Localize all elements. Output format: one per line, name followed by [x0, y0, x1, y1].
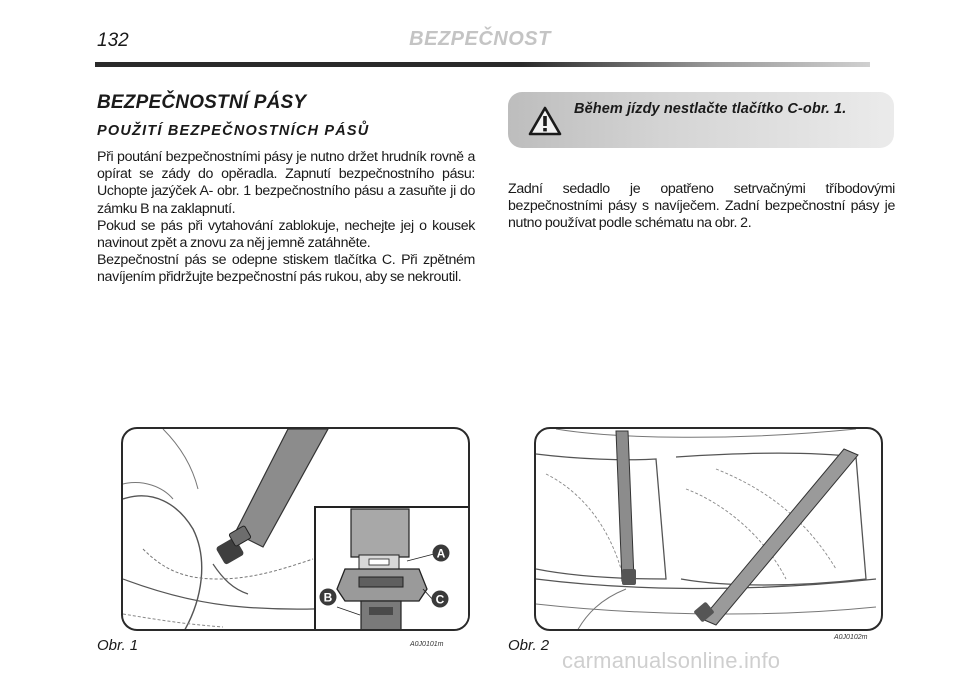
- body-paragraph: Při poutání bezpečnostními pásy je nutno držet hrudník rovně a opírat se zády do opěradla. Zapnutí bezpečnostního pásu: Uchopte jazýček A- obr. 1 bezpečnostního pásu a zasuňte ji do zámku B na zaklapnutí.: [97, 149, 475, 217]
- callout-c: [432, 591, 449, 608]
- figure-rear-seat-belts: [534, 427, 883, 631]
- header-rule: [95, 62, 870, 67]
- subsection-title: POUŽITÍ BEZPEČNOSTNÍCH PÁSŮ: [97, 123, 370, 139]
- figure-1-caption: Obr. 1: [97, 637, 139, 654]
- seat-belt-buckle-illustration: [123, 429, 470, 631]
- section-title: BEZPEČNOSTNÍ PÁSY: [97, 92, 307, 113]
- left-column: [97, 92, 475, 287]
- callout-b-label: B: [323, 590, 333, 605]
- right-column: [508, 181, 895, 233]
- callout-b: [320, 589, 337, 606]
- body-paragraph: Bezpečnostní pás se odepne stiskem tlačítka C. Při zpětném navíjením přidržujte bezpečnostní pás rukou, aby se nekroutil.: [97, 252, 475, 286]
- running-header: BEZPEČNOST: [409, 28, 551, 50]
- body-paragraph: Pokud se pás při vytahování zablokuje, nechejte jej o kousek navinout zpět a znovu za něj jemně zatáhněte.: [97, 217, 475, 252]
- callout-c-label: C: [435, 592, 445, 607]
- callout-a-label: A: [436, 546, 446, 561]
- warning-box: [508, 92, 894, 148]
- watermark: carmanualsonline.info: [562, 648, 781, 673]
- warning-triangle-icon: [528, 106, 562, 136]
- rear-seat-belts-illustration: [536, 429, 883, 631]
- warning-text: Během jízdy nestlačte tlačítko C-obr. 1.: [574, 101, 847, 117]
- body-paragraph: Zadní sedadlo je opatřeno setrvačnými tříbodovými bezpečnostními pásy s navíječem. Zadní bezpečnostní pásy je nutno používat podle schématu na obr. 2.: [508, 181, 895, 232]
- page-number: 132: [97, 30, 129, 51]
- figure-1-code: A0J0101m: [410, 641, 444, 648]
- figure-2-caption: Obr. 2: [508, 637, 550, 654]
- figure-2-code: A0J0102m: [834, 634, 868, 641]
- figure-seat-belt-buckle: [121, 427, 470, 631]
- callout-a: [433, 545, 450, 562]
